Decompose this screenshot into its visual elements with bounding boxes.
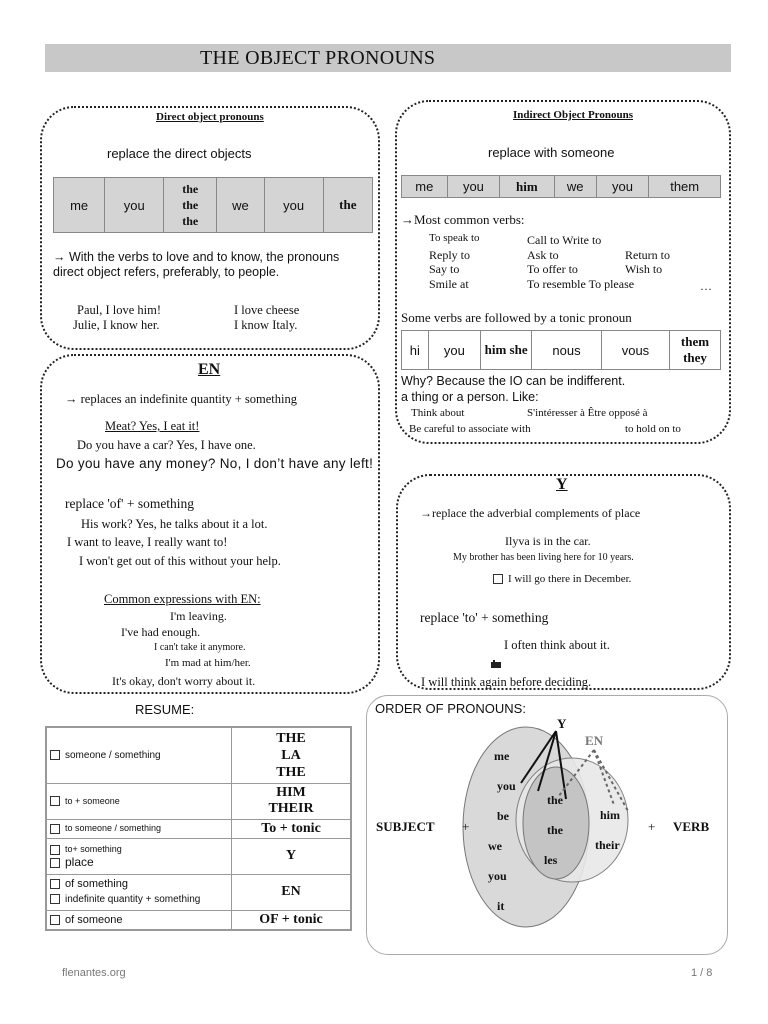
order-direct-item: me	[494, 749, 510, 763]
direct-cell: we	[217, 178, 264, 233]
arrow-marker-icon	[490, 657, 502, 667]
resume-left-text: place	[65, 855, 94, 869]
page-title: THE OBJECT PRONOUNS	[200, 47, 436, 69]
resume-row	[46, 874, 351, 910]
en-example: Do you have any money? No, I don’t have any left!	[56, 456, 374, 471]
resume-right: EN	[232, 874, 352, 910]
direct-cell: you	[264, 178, 323, 233]
indirect-heading: Indirect Object Pronouns	[513, 109, 633, 121]
resume-right-text: THE	[276, 730, 306, 746]
checkbox-icon	[50, 915, 60, 925]
resume-right-text: THE	[276, 764, 306, 780]
order-direct-item: we	[488, 839, 502, 853]
verb-item: Call to Write to	[527, 233, 602, 247]
order-label: ORDER OF PRONOUNS:	[375, 701, 526, 716]
checkbox-icon	[50, 796, 60, 806]
verb-item: Smile at	[429, 277, 469, 291]
order-overlap-item: the	[547, 823, 563, 837]
tonic-cell: you	[428, 331, 481, 370]
resume-row	[46, 910, 351, 930]
verb-item: Say to	[429, 262, 460, 276]
direct-cell-line: the	[182, 198, 199, 212]
direct-note: → With the verbs to love and to know, the pronouns direct object refers, preferably, to people.	[53, 250, 340, 279]
indirect-cell: me	[402, 176, 448, 198]
resume-left-text: of something	[65, 878, 128, 890]
direct-cell: you	[105, 178, 164, 233]
resume-left-text: to + someone	[65, 795, 120, 806]
direct-example: Julie, I know her.	[73, 318, 160, 332]
order-plus: +	[462, 819, 470, 834]
order-subject: SUBJECT	[376, 819, 435, 834]
resume-right-text: LA	[281, 747, 301, 763]
y-replace: replace 'to' + something	[420, 610, 549, 625]
verbs-title: →Most common verbs:	[401, 212, 525, 227]
resume-label: RESUME:	[135, 702, 195, 717]
en-replace: replace 'of' + something	[65, 496, 195, 511]
order-direct-item: you	[488, 869, 507, 883]
indirect-cell: you	[447, 176, 500, 198]
direct-heading: Direct object pronouns	[156, 111, 264, 123]
tonic-cell: nous	[532, 331, 602, 370]
verb-item: To resemble To please	[527, 277, 635, 291]
verb-item: Return to	[625, 248, 670, 262]
checkbox-icon	[493, 574, 503, 584]
common-item: I can't take it anymore.	[154, 642, 246, 653]
title-bar	[45, 44, 731, 72]
order-indirect-item: their	[595, 838, 620, 852]
order-plus: +	[648, 819, 656, 834]
order-direct-item: be	[497, 809, 509, 823]
resume-row	[46, 783, 351, 819]
checkbox-icon	[50, 858, 60, 868]
direct-cell: the	[323, 178, 372, 233]
checkbox-icon	[50, 879, 60, 889]
resume-left-text: indefinite quantity + something	[65, 894, 201, 905]
en-intro: → replaces an indefinite quantity + something	[65, 392, 297, 406]
en-heading: EN	[198, 361, 221, 378]
verb-item: Reply to	[429, 248, 470, 262]
order-direct-item: you	[497, 779, 516, 793]
resume-left-text: to someone / something	[65, 823, 162, 834]
resume-left-text: of someone	[65, 913, 123, 926]
resume-left	[46, 838, 232, 874]
direct-subtitle: replace the direct objects	[107, 146, 252, 161]
y-example: My brother has been living here for 10 years.	[453, 552, 634, 563]
why-line: Why? Because the IO can be indifferent.	[401, 374, 626, 388]
resume-row	[46, 727, 351, 783]
verb-item: To speak to	[429, 232, 480, 244]
order-direct-item: it	[497, 899, 505, 913]
indirect-pronoun-table	[401, 175, 721, 198]
checkbox-icon	[50, 824, 60, 834]
y-example: I will think again before deciding.	[421, 675, 592, 689]
tonic-cell: vous	[601, 331, 669, 370]
resume-right-text: HIM	[276, 785, 306, 800]
like-item: Be careful to associate with	[409, 423, 531, 435]
resume-right: Y	[232, 838, 352, 874]
direct-cell-line: the	[182, 214, 199, 228]
tonic-cell: hi	[402, 331, 429, 370]
tonic-title: Some verbs are followed by a tonic pronoun	[401, 310, 632, 325]
order-overlap-item: the	[547, 793, 563, 807]
common-item: I'm mad at him/her.	[165, 657, 251, 669]
indirect-cell: you	[596, 176, 649, 198]
y-heading: Y	[556, 476, 568, 493]
direct-example: Paul, I love him!	[77, 303, 162, 317]
direct-pronoun-table	[53, 177, 373, 233]
resume-left	[46, 783, 232, 819]
y-example: I often think about it.	[504, 638, 610, 652]
tonic-pronoun-table	[401, 330, 721, 370]
y-intro: →replace the adverbial complements of place	[420, 506, 641, 520]
verb-item: Wish to	[625, 262, 663, 276]
common-item: I've had enough.	[121, 625, 201, 639]
resume-left-text: someone / something	[65, 749, 161, 761]
indirect-subtitle: replace with someone	[488, 145, 615, 160]
indirect-cell: him	[500, 176, 554, 198]
tonic-cell: him she	[481, 331, 532, 370]
resume-table	[45, 726, 352, 931]
checkbox-icon	[50, 894, 60, 904]
order-y: Y	[557, 716, 567, 731]
verb-item: …	[700, 279, 712, 293]
en-example: I want to leave, I really want to!	[67, 535, 228, 549]
checkbox-icon	[50, 750, 60, 760]
resume-right: OF + tonic	[232, 910, 352, 930]
indirect-cell: we	[554, 176, 596, 198]
en-example: I won't get out of this without your help.	[79, 554, 281, 568]
resume-left	[46, 874, 232, 910]
direct-example: I know Italy.	[234, 318, 298, 332]
order-verb: VERB	[673, 819, 710, 834]
direct-cell	[164, 178, 217, 233]
checkbox-icon	[50, 845, 60, 855]
resume-left	[46, 910, 232, 930]
footer-page: 1 / 8	[691, 967, 713, 979]
common-title: Common expressions with EN:	[104, 592, 261, 606]
y-example: I will go there in December.	[508, 573, 632, 585]
indirect-cell: them	[649, 176, 721, 198]
order-overlap-item: les	[544, 853, 558, 867]
direct-cell-line: the	[182, 182, 199, 196]
tonic-cell: them they	[670, 331, 721, 370]
order-en: EN	[585, 733, 604, 748]
resume-left	[46, 727, 232, 783]
resume-right: To + tonic	[232, 819, 352, 838]
resume-right	[232, 727, 352, 783]
resume-right	[232, 783, 352, 819]
direct-cell: me	[54, 178, 105, 233]
like-item: S'intéresser à Être opposé à	[527, 407, 648, 419]
like-item: to hold on to	[625, 423, 681, 435]
resume-row	[46, 819, 351, 838]
resume-row	[46, 838, 351, 874]
y-example: Ilyva is in the car.	[505, 534, 591, 548]
y-example-row	[493, 573, 631, 585]
common-item: It's okay, don't worry about it.	[112, 674, 256, 688]
common-item: I'm leaving.	[170, 609, 227, 623]
direct-example: I love cheese	[234, 303, 300, 317]
en-example: His work? Yes, he talks about it a lot.	[81, 517, 268, 531]
footer-site: flenantes.org	[62, 967, 126, 979]
why-line: a thing or a person. Like:	[401, 390, 539, 404]
en-example: Do you have a car? Yes, I have one.	[77, 438, 256, 452]
en-example: Meat? Yes, I eat it!	[105, 419, 200, 433]
like-item: Think about	[411, 407, 465, 419]
resume-right-text: THEIR	[268, 801, 314, 816]
resume-left-text: to+ something	[65, 844, 122, 854]
verb-item: Ask to	[527, 248, 559, 262]
verb-item: To offer to	[527, 262, 578, 276]
order-indirect-item: him	[600, 808, 621, 822]
resume-left	[46, 819, 232, 838]
